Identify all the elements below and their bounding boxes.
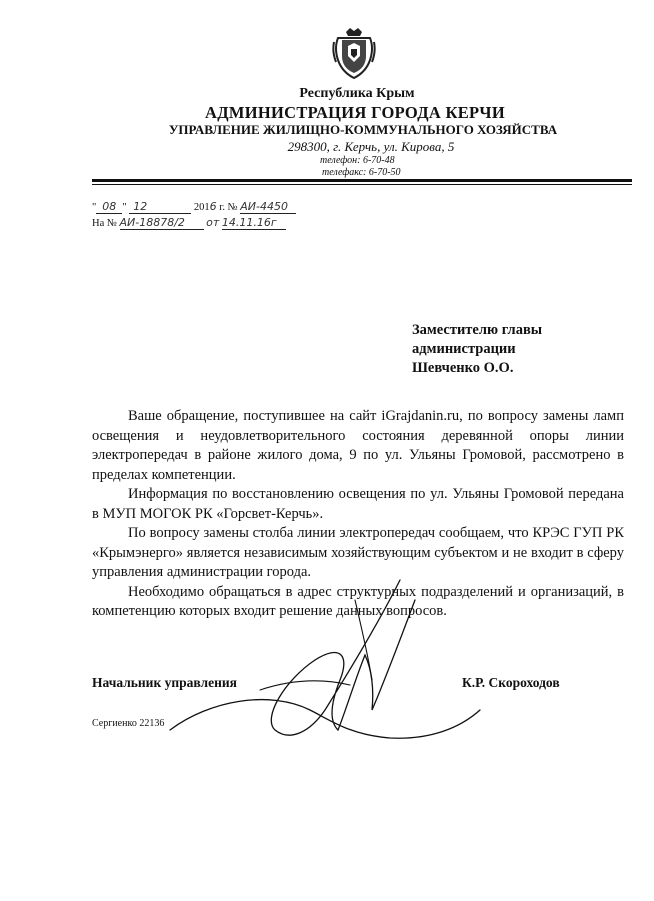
republic-name: Республика Крым	[299, 86, 415, 101]
date-year-prefix: 201	[193, 202, 210, 213]
date-suffix: г. №	[219, 202, 238, 213]
addressee-line-3: Шевченко О.О.	[412, 360, 514, 376]
fax-number: телефакс: 6-70-50	[322, 167, 401, 178]
executor-note: Сергиенко 22136	[92, 718, 165, 729]
incoming-date: 14.11.16г	[222, 217, 286, 230]
incoming-reference	[92, 216, 286, 230]
body-paragraph-2: Информация по восстановлению освещения по ул. Ульяны Громовой передана в МУП МОГОК РК «Горсвет-Керчь».	[92, 486, 624, 522]
incoming-number: АИ-18878/2	[120, 217, 204, 230]
coat-of-arms-icon	[332, 26, 376, 80]
body-paragraph-1: Ваше обращение, поступившее на сайт iGrajdanin.ru, по вопросу замены ламп освещения и неудовлетворительного состояния деревянной опоры линии электропередач в районе жилого дома, 9 по ул. Ульяны Громовой, рассмотрено в пределах компетенции.	[92, 408, 624, 483]
date-day: 08	[96, 201, 122, 214]
date-month: 12	[129, 201, 191, 214]
body-paragraph-3: По вопросу замены столба линии электропередач сообщаем, что КРЭС ГУП РК «Крымэнерго» является независимым хозяйствующим субъектом и не входит в сферу управления администрации города.	[92, 525, 624, 580]
addressee-line-2: администрации	[412, 341, 516, 357]
department-name: УПРАВЛЕНИЕ ЖИЛИЩНО-КОММУНАЛЬНОГО ХОЗЯЙСТВА	[168, 122, 558, 137]
outgoing-number: АИ-4450	[240, 201, 296, 214]
phone-number: телефон: 6-70-48	[320, 155, 395, 166]
header-rule-thick	[92, 179, 632, 182]
handwritten-signature	[150, 560, 510, 760]
addressee-line-1: Заместителю главы	[412, 322, 543, 338]
signatory-position: Начальник управления	[92, 675, 237, 690]
body-paragraph-4: Необходимо обращаться в адрес структурных подразделений и организаций, в компетенцию которых входит решение данных вопросов.	[92, 583, 624, 619]
administration-name: АДМИНИСТРАЦИЯ ГОРОДА КЕРЧИ	[205, 103, 505, 122]
incoming-from: от	[206, 216, 220, 229]
signatory-name: К.Р. Скороходов	[462, 675, 560, 690]
reply-prefix: На №	[92, 218, 117, 229]
date-year-hand: 6	[209, 200, 217, 213]
header-rule-thin	[92, 184, 632, 185]
outgoing-reference: " 08 " 12 2016 г. № АИ-4450	[92, 200, 296, 214]
postal-address: 298300, г. Керчь, ул. Кирова, 5	[287, 139, 455, 154]
